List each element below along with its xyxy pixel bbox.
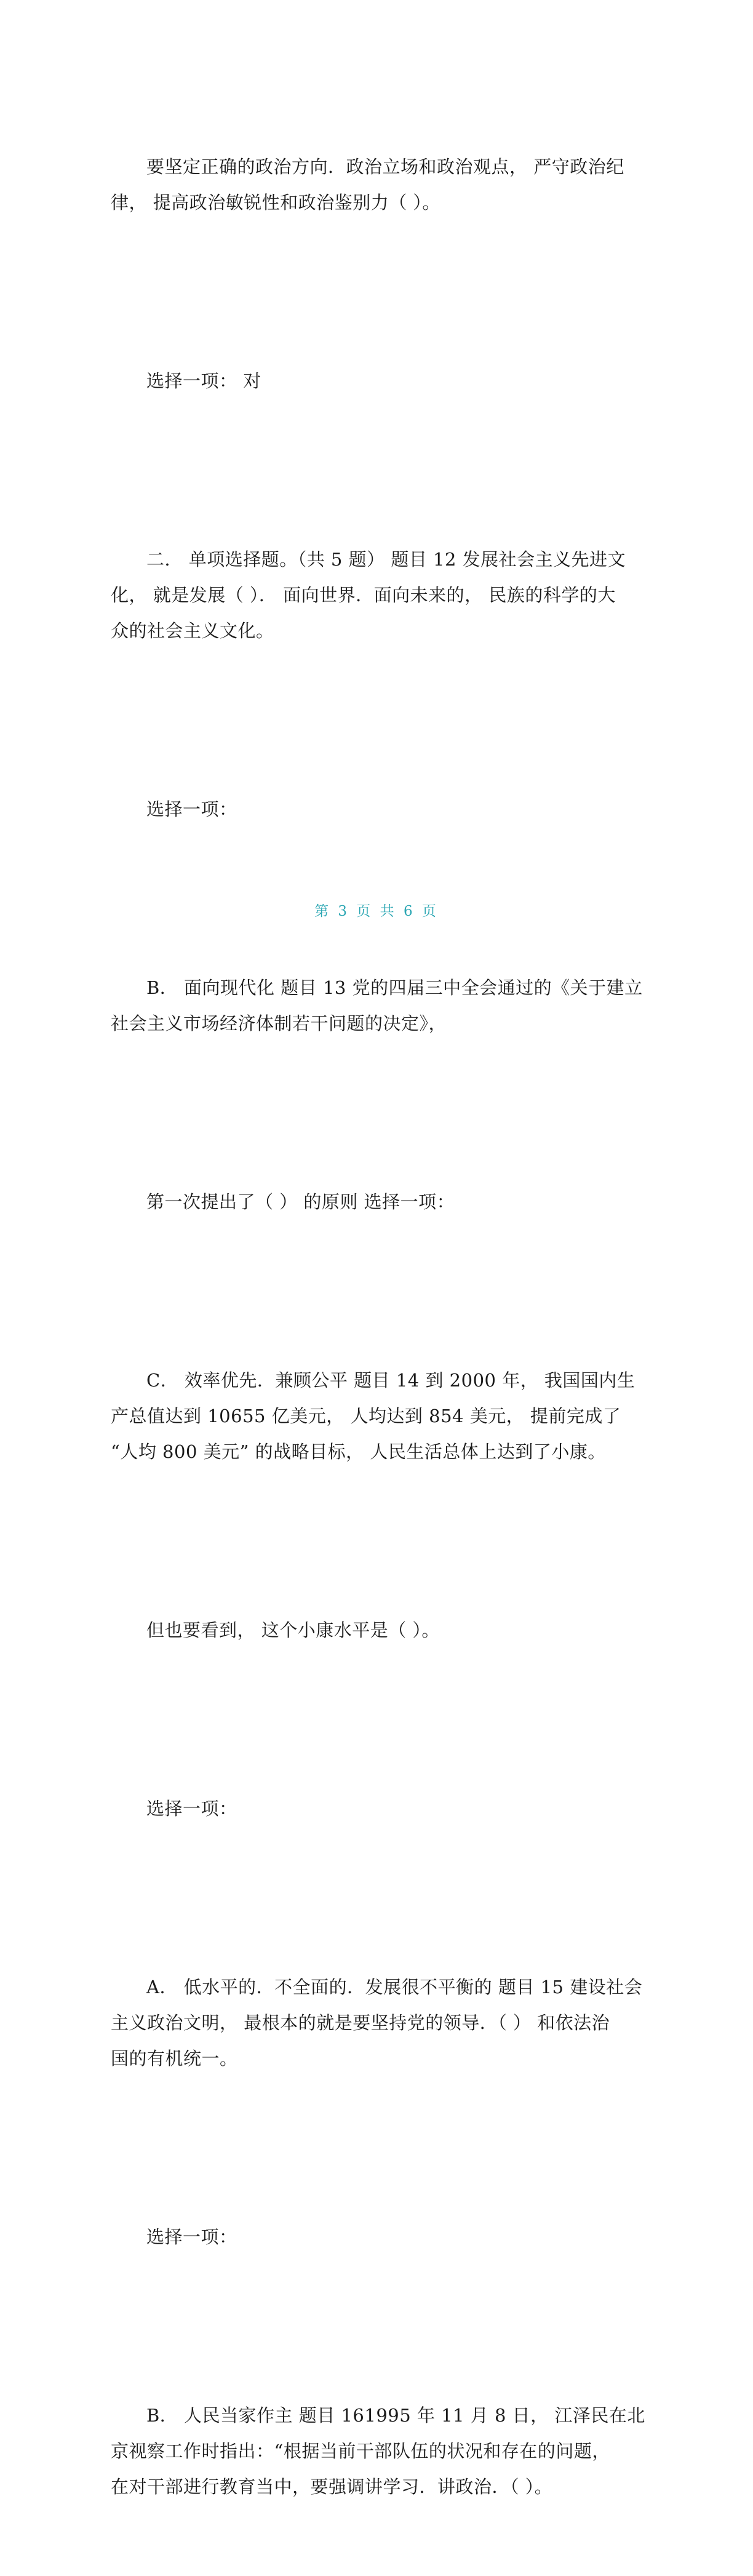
- text-line: 选择一项：: [146, 1798, 237, 1819]
- text-line: B． 面向现代化 题目 13 党的四届三中全会通过的《关于建立: [146, 977, 643, 998]
- text-line: 化， 就是发展（ ）． 面向世界．面向未来的， 民族的科学的大: [111, 585, 616, 606]
- text-line: 国的有机统一。: [111, 2048, 238, 2069]
- paragraph: [111, 78, 640, 292]
- text-line: 在对干部进行教育当中，要强调讲学习．讲政治．（ ）。: [111, 2476, 553, 2497]
- paragraph: [111, 720, 640, 898]
- paragraph: [111, 2148, 640, 2326]
- paragraph: [111, 898, 643, 1113]
- paragraph: [111, 1541, 640, 1719]
- page-number-footer: 第 3 页 共 6 页: [314, 903, 439, 919]
- text-line: 但也要看到， 这个小康水平是（ ）。: [146, 1620, 440, 1641]
- text-line: 要坚定正确的政治方向．政治立场和政治观点， 严守政治纪: [146, 156, 624, 177]
- text-line: “人均 800 美元” 的战略目标， 人民生活总体上达到了小康。: [111, 1441, 606, 1462]
- text-line: A． 低水平的．不全面的．发展很不平衡的 题目 15 建设社会: [146, 1977, 643, 1998]
- text-line: 选择一项： 对: [146, 370, 261, 391]
- paragraph: [111, 1113, 640, 1291]
- text-line: 产总值达到 10655 亿美元， 人均达到 854 美元， 提前完成了: [111, 1406, 621, 1426]
- paragraph: [111, 2326, 645, 2576]
- text-line: 众的社会主义文化。: [111, 620, 274, 641]
- paragraph: [111, 470, 640, 720]
- text-line: 京视察工作时指出：“根据当前干部队伍的状况和存在的问题，: [111, 2441, 610, 2462]
- text-line: 律， 提高政治敏锐性和政治鉴别力（ ）。: [111, 192, 440, 213]
- paragraph: [111, 1898, 643, 2148]
- text-line: B． 人民当家作主 题目 161995 年 11 月 8 日， 江泽民在北: [146, 2405, 645, 2426]
- text-line: 社会主义市场经济体制若干问题的决定》，: [111, 1013, 447, 1034]
- text-line: 选择一项：: [146, 2226, 237, 2247]
- text-line: 选择一项：: [146, 799, 237, 820]
- text-line: 主义政治文明， 最根本的就是要坚持党的领导．（ ） 和依法治: [111, 2012, 610, 2033]
- text-line: 二． 单项选择题。（共 5 题） 题目 12 发展社会主义先进文: [146, 549, 626, 570]
- paragraph: [111, 292, 640, 470]
- paragraph: [111, 1719, 640, 1898]
- paragraph: [111, 1291, 640, 1541]
- text-line: C． 效率优先．兼顾公平 题目 14 到 2000 年， 我国国内生: [146, 1370, 635, 1391]
- text-line: 第一次提出了（ ） 的原则 选择一项：: [146, 1191, 455, 1212]
- document-body: [111, 78, 645, 2576]
